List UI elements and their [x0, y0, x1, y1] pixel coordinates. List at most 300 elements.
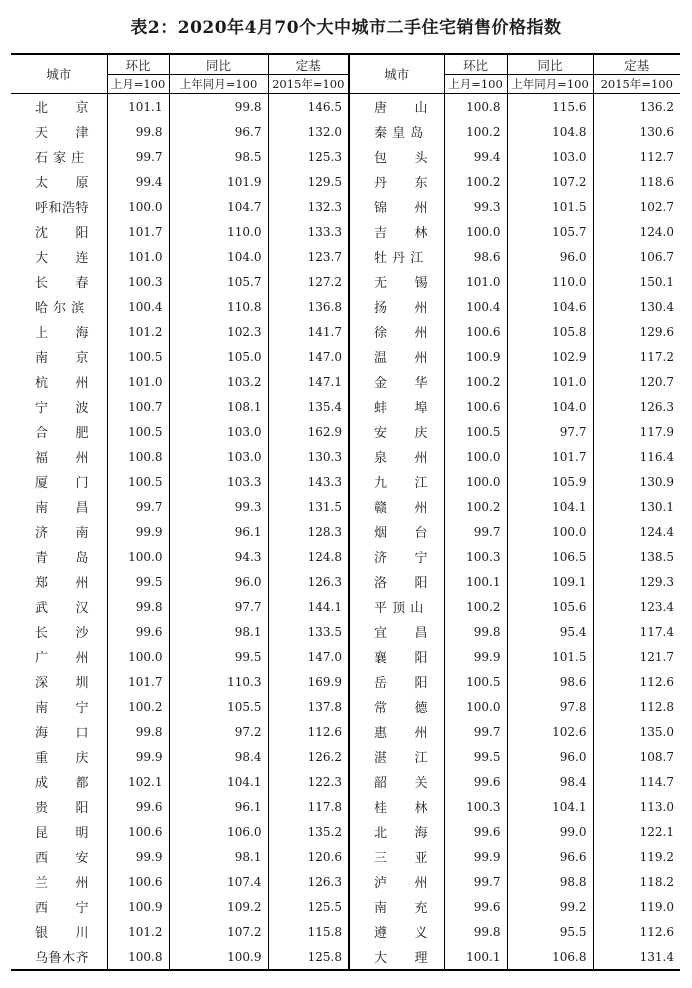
mom-value-cell: 99.9	[107, 844, 169, 869]
mom-value-cell: 100.8	[107, 444, 169, 469]
yoy-value-cell: 103.0	[507, 144, 593, 169]
yoy-value-cell: 106.0	[169, 819, 268, 844]
mom-value-cell: 99.4	[107, 169, 169, 194]
table-row	[11, 719, 680, 744]
yoy-value-cell: 104.0	[169, 244, 268, 269]
yoy-value-cell: 107.2	[169, 919, 268, 944]
yoy-group-header: 同比	[169, 54, 268, 75]
fixed-base-value-cell: 113.0	[593, 794, 680, 819]
yoy-value-cell: 110.8	[169, 294, 268, 319]
fixed-base-value-cell: 147.0	[268, 344, 349, 369]
yoy-value-cell: 98.8	[507, 869, 593, 894]
mom-value-cell: 100.5	[107, 419, 169, 444]
mom-value-cell: 100.5	[444, 669, 507, 694]
table-title: 表2：2020年4月70个大中城市二手住宅销售价格指数	[130, 18, 562, 38]
yoy-value-cell: 104.1	[507, 494, 593, 519]
fixed-base-value-cell: 116.4	[593, 444, 680, 469]
fixed-base-value-cell: 118.6	[593, 169, 680, 194]
city-name-cell: 湛 江	[349, 744, 444, 769]
fixed-base-group-header: 定基	[593, 54, 680, 75]
city-name-cell: 大 理	[349, 944, 444, 970]
mom-value-cell: 100.2	[444, 594, 507, 619]
mom-value-cell: 101.2	[107, 919, 169, 944]
mom-value-cell: 100.2	[107, 694, 169, 719]
yoy-value-cell: 97.7	[169, 594, 268, 619]
yoy-value-cell: 108.1	[169, 394, 268, 419]
city-name-cell: 南 昌	[35, 501, 90, 516]
yoy-value-cell: 99.3	[169, 494, 268, 519]
yoy-value-cell: 96.0	[507, 744, 593, 769]
mom-value-cell: 100.2	[444, 169, 507, 194]
fixed-base-value-cell: 126.3	[593, 394, 680, 419]
city-name-cell: 重 庆	[35, 751, 90, 766]
yoy-value-cell: 103.0	[169, 419, 268, 444]
fixed-base-value-cell: 130.4	[593, 294, 680, 319]
mom-value-cell: 100.8	[107, 944, 169, 970]
city-name-cell: 泸 州	[349, 869, 444, 894]
yoy-value-cell: 94.3	[169, 544, 268, 569]
fixed-base-value-cell: 124.0	[593, 219, 680, 244]
city-name-cell: 成 都	[35, 776, 90, 791]
fixed-base-value-cell: 122.3	[268, 769, 349, 794]
city-name-cell: 昆 明	[35, 826, 90, 841]
fixed-base-value-cell: 162.9	[268, 419, 349, 444]
yoy-base-header: 上年同月=100	[507, 75, 593, 94]
table-header	[11, 54, 680, 94]
yoy-value-cell: 104.7	[169, 194, 268, 219]
mom-value-cell: 100.5	[107, 344, 169, 369]
city-name-cell: 烟 台	[349, 519, 444, 544]
fixed-base-header: 2015年=100	[268, 75, 349, 94]
city-name-cell: 大 连	[35, 251, 90, 266]
fixed-base-value-cell: 136.2	[593, 94, 680, 120]
city-name-cell: 乌鲁木齐	[11, 944, 107, 970]
yoy-value-cell: 104.6	[507, 294, 593, 319]
city-name-cell: 温 州	[349, 344, 444, 369]
mom-value-cell: 100.0	[444, 444, 507, 469]
fixed-base-value-cell: 124.8	[268, 544, 349, 569]
mom-value-cell: 100.2	[444, 119, 507, 144]
table-row	[11, 519, 680, 544]
yoy-value-cell: 98.1	[169, 619, 268, 644]
table-row	[11, 394, 680, 419]
fixed-base-value-cell: 114.7	[593, 769, 680, 794]
mom-value-cell: 101.0	[107, 369, 169, 394]
city-name-cell: 郑 州	[35, 576, 90, 591]
fixed-base-value-cell: 128.3	[268, 519, 349, 544]
yoy-value-cell: 96.7	[169, 119, 268, 144]
mom-value-cell: 101.0	[444, 269, 507, 294]
fixed-base-value-cell: 121.7	[593, 644, 680, 669]
fixed-base-value-cell: 125.3	[268, 144, 349, 169]
fixed-base-value-cell: 132.3	[268, 194, 349, 219]
mom-value-cell: 100.5	[107, 469, 169, 494]
yoy-value-cell: 103.3	[169, 469, 268, 494]
mom-value-cell: 100.9	[107, 894, 169, 919]
yoy-value-cell: 105.0	[169, 344, 268, 369]
table-row	[11, 369, 680, 394]
city-name-cell: 石 家 庄	[35, 151, 85, 166]
city-name-cell: 遵 义	[349, 919, 444, 944]
mom-value-cell: 99.7	[107, 144, 169, 169]
fixed-base-value-cell: 129.6	[593, 319, 680, 344]
table-row	[11, 869, 680, 894]
yoy-value-cell: 101.5	[507, 194, 593, 219]
city-name-cell: 北 海	[349, 819, 444, 844]
yoy-value-cell: 103.2	[169, 369, 268, 394]
yoy-value-cell: 96.6	[507, 844, 593, 869]
city-name-cell: 九 江	[349, 469, 444, 494]
fixed-base-value-cell: 131.4	[593, 944, 680, 970]
table-row	[11, 844, 680, 869]
city-name-cell: 济 宁	[349, 544, 444, 569]
yoy-group-header: 同比	[507, 54, 593, 75]
fixed-base-value-cell: 112.6	[593, 919, 680, 944]
fixed-base-value-cell: 108.7	[593, 744, 680, 769]
fixed-base-value-cell: 135.0	[593, 719, 680, 744]
mom-value-cell: 99.8	[107, 719, 169, 744]
fixed-base-value-cell: 106.7	[593, 244, 680, 269]
mom-value-cell: 100.6	[107, 869, 169, 894]
city-name-cell: 济 南	[35, 526, 90, 541]
city-name-cell: 深 圳	[35, 676, 90, 691]
yoy-value-cell: 104.1	[507, 794, 593, 819]
yoy-value-cell: 97.7	[507, 419, 593, 444]
yoy-value-cell: 109.1	[507, 569, 593, 594]
city-name-cell: 泉 州	[349, 444, 444, 469]
city-name-cell: 蚌 埠	[349, 394, 444, 419]
table-row	[11, 194, 680, 219]
table-row	[11, 819, 680, 844]
mom-value-cell: 100.7	[107, 394, 169, 419]
yoy-value-cell: 107.4	[169, 869, 268, 894]
city-name-cell: 上 海	[35, 326, 90, 341]
fixed-base-value-cell: 129.3	[593, 569, 680, 594]
table-row	[11, 594, 680, 619]
yoy-value-cell: 95.4	[507, 619, 593, 644]
fixed-base-header: 2015年=100	[593, 75, 680, 94]
yoy-value-cell: 98.4	[169, 744, 268, 769]
fixed-base-value-cell: 117.2	[593, 344, 680, 369]
yoy-value-cell: 99.5	[169, 644, 268, 669]
city-name-cell: 惠 州	[349, 719, 444, 744]
mom-value-cell: 102.1	[107, 769, 169, 794]
fixed-base-value-cell: 117.9	[593, 419, 680, 444]
yoy-value-cell: 107.2	[507, 169, 593, 194]
fixed-base-value-cell: 126.3	[268, 569, 349, 594]
mom-value-cell: 99.4	[444, 144, 507, 169]
city-name-cell: 海 口	[35, 726, 90, 741]
yoy-value-cell: 105.6	[507, 594, 593, 619]
yoy-value-cell: 104.0	[507, 394, 593, 419]
table-row	[11, 269, 680, 294]
mom-value-cell: 100.2	[444, 494, 507, 519]
fixed-base-value-cell: 119.2	[593, 844, 680, 869]
city-name-cell: 牡 丹 江	[349, 244, 444, 269]
city-name-cell: 锦 州	[349, 194, 444, 219]
table-row	[11, 319, 680, 344]
table-row	[11, 744, 680, 769]
table-row	[11, 444, 680, 469]
yoy-value-cell: 102.9	[507, 344, 593, 369]
table-row	[11, 219, 680, 244]
city-name-cell: 杭 州	[35, 376, 90, 391]
fixed-base-value-cell: 130.3	[268, 444, 349, 469]
mom-value-cell: 101.7	[107, 219, 169, 244]
mom-value-cell: 100.0	[444, 219, 507, 244]
table-row	[11, 619, 680, 644]
table-row	[11, 769, 680, 794]
fixed-base-value-cell: 120.7	[593, 369, 680, 394]
city-name-cell: 岳 阳	[349, 669, 444, 694]
yoy-value-cell: 97.8	[507, 694, 593, 719]
fixed-base-value-cell: 131.5	[268, 494, 349, 519]
city-column-header: 城市	[349, 54, 444, 94]
city-name-cell: 平 顶 山	[349, 594, 444, 619]
mom-value-cell: 99.8	[444, 619, 507, 644]
mom-value-cell: 99.9	[107, 519, 169, 544]
yoy-value-cell: 98.4	[507, 769, 593, 794]
table-row	[11, 544, 680, 569]
mom-value-cell: 101.0	[107, 244, 169, 269]
fixed-base-value-cell: 141.7	[268, 319, 349, 344]
mom-value-cell: 100.0	[107, 544, 169, 569]
fixed-base-value-cell: 137.8	[268, 694, 349, 719]
city-name-cell: 赣 州	[349, 494, 444, 519]
mom-value-cell: 99.6	[444, 894, 507, 919]
mom-value-cell: 100.6	[107, 819, 169, 844]
yoy-value-cell: 99.8	[169, 94, 268, 120]
price-index-table	[11, 53, 680, 971]
city-name-cell: 太 原	[35, 176, 90, 191]
city-name-cell: 南 京	[35, 351, 90, 366]
mom-value-cell: 99.8	[444, 919, 507, 944]
fixed-base-value-cell: 135.4	[268, 394, 349, 419]
mom-value-cell: 99.9	[107, 744, 169, 769]
city-name-cell: 桂 林	[349, 794, 444, 819]
mom-value-cell: 101.7	[107, 669, 169, 694]
city-name-cell: 吉 林	[349, 219, 444, 244]
city-name-cell: 兰 州	[35, 876, 90, 891]
city-name-cell: 长 沙	[35, 626, 90, 641]
fixed-base-value-cell: 127.2	[268, 269, 349, 294]
yoy-value-cell: 101.5	[507, 644, 593, 669]
city-name-cell: 常 德	[349, 694, 444, 719]
yoy-value-cell: 110.0	[507, 269, 593, 294]
mom-value-cell: 99.9	[444, 844, 507, 869]
fixed-base-value-cell: 130.6	[593, 119, 680, 144]
mom-value-cell: 99.6	[107, 794, 169, 819]
city-name-cell: 合 肥	[35, 426, 90, 441]
mom-group-header: 环比	[107, 54, 169, 75]
fixed-base-value-cell: 126.3	[268, 869, 349, 894]
yoy-value-cell: 96.0	[507, 244, 593, 269]
fixed-base-value-cell: 112.6	[593, 669, 680, 694]
city-name-cell: 呼和浩特	[35, 201, 90, 216]
table-row	[11, 644, 680, 669]
table-row	[11, 944, 680, 970]
city-name-cell: 长 春	[35, 276, 90, 291]
mom-value-cell: 99.7	[444, 519, 507, 544]
mom-value-cell: 99.7	[444, 869, 507, 894]
yoy-value-cell: 97.2	[169, 719, 268, 744]
mom-base-header: 上月=100	[107, 75, 169, 94]
mom-value-cell: 99.3	[444, 194, 507, 219]
yoy-value-cell: 96.0	[169, 569, 268, 594]
city-name-cell: 厦 门	[35, 476, 90, 491]
table-row	[11, 669, 680, 694]
fixed-base-value-cell: 120.6	[268, 844, 349, 869]
yoy-value-cell: 115.6	[507, 94, 593, 120]
fixed-base-value-cell: 144.1	[268, 594, 349, 619]
city-name-cell: 西 安	[35, 851, 90, 866]
city-name-cell: 西 宁	[35, 901, 90, 916]
table-row	[11, 794, 680, 819]
yoy-value-cell: 104.8	[507, 119, 593, 144]
fixed-base-value-cell: 135.2	[268, 819, 349, 844]
city-name-cell: 哈 尔 滨	[35, 301, 85, 316]
table-row	[11, 169, 680, 194]
mom-value-cell: 99.6	[444, 819, 507, 844]
yoy-value-cell: 96.1	[169, 519, 268, 544]
fixed-base-value-cell: 169.9	[268, 669, 349, 694]
mom-value-cell: 100.3	[444, 794, 507, 819]
city-name-cell: 安 庆	[349, 419, 444, 444]
table-row	[11, 569, 680, 594]
mom-value-cell: 100.6	[444, 394, 507, 419]
table-row	[11, 494, 680, 519]
yoy-value-cell: 105.9	[507, 469, 593, 494]
city-name-cell: 丹 东	[349, 169, 444, 194]
yoy-value-cell: 105.8	[507, 319, 593, 344]
fixed-base-value-cell: 130.9	[593, 469, 680, 494]
yoy-value-cell: 102.3	[169, 319, 268, 344]
mom-value-cell: 99.7	[107, 494, 169, 519]
fixed-base-group-header: 定基	[268, 54, 349, 75]
fixed-base-value-cell: 138.5	[593, 544, 680, 569]
mom-value-cell: 100.8	[444, 94, 507, 120]
yoy-value-cell: 98.1	[169, 844, 268, 869]
yoy-base-header: 上年同月=100	[169, 75, 268, 94]
city-name-cell: 无 锡	[349, 269, 444, 294]
mom-value-cell: 100.0	[444, 469, 507, 494]
table-row	[11, 694, 680, 719]
mom-value-cell: 99.5	[444, 744, 507, 769]
mom-value-cell: 100.3	[107, 269, 169, 294]
city-name-cell: 徐 州	[349, 319, 444, 344]
city-name-cell: 宁 波	[35, 401, 90, 416]
yoy-value-cell: 105.7	[169, 269, 268, 294]
mom-value-cell: 100.0	[444, 694, 507, 719]
table-row	[11, 344, 680, 369]
table-row	[11, 244, 680, 269]
city-name-cell: 沈 阳	[35, 226, 90, 241]
mom-value-cell: 100.1	[444, 944, 507, 970]
mom-value-cell: 99.7	[444, 719, 507, 744]
city-name-cell: 武 汉	[35, 601, 90, 616]
mom-value-cell: 101.2	[107, 319, 169, 344]
mom-value-cell: 98.6	[444, 244, 507, 269]
fixed-base-value-cell: 117.4	[593, 619, 680, 644]
yoy-value-cell: 103.0	[169, 444, 268, 469]
mom-group-header: 环比	[444, 54, 507, 75]
fixed-base-value-cell: 125.5	[268, 894, 349, 919]
fixed-base-value-cell: 132.0	[268, 119, 349, 144]
fixed-base-value-cell: 147.1	[268, 369, 349, 394]
fixed-base-value-cell: 136.8	[268, 294, 349, 319]
city-name-cell: 包 头	[349, 144, 444, 169]
city-name-cell: 青 岛	[35, 551, 90, 566]
mom-value-cell: 100.0	[107, 644, 169, 669]
fixed-base-value-cell: 133.5	[268, 619, 349, 644]
mom-value-cell: 100.5	[444, 419, 507, 444]
city-name-cell: 天 津	[35, 126, 90, 141]
mom-value-cell: 101.1	[107, 94, 169, 120]
yoy-value-cell: 100.9	[169, 944, 268, 970]
yoy-value-cell: 110.0	[169, 219, 268, 244]
fixed-base-value-cell: 150.1	[593, 269, 680, 294]
city-name-cell: 金 华	[349, 369, 444, 394]
city-name-cell: 襄 阳	[349, 644, 444, 669]
yoy-value-cell: 101.9	[169, 169, 268, 194]
city-name-cell: 福 州	[35, 451, 90, 466]
mom-value-cell: 100.3	[444, 544, 507, 569]
fixed-base-value-cell: 112.6	[268, 719, 349, 744]
fixed-base-value-cell: 146.5	[268, 94, 349, 120]
mom-value-cell: 100.6	[444, 319, 507, 344]
table-row	[11, 919, 680, 944]
fixed-base-value-cell: 117.8	[268, 794, 349, 819]
fixed-base-value-cell: 124.4	[593, 519, 680, 544]
city-name-cell: 贵 阳	[35, 801, 90, 816]
city-name-cell: 洛 阳	[349, 569, 444, 594]
fixed-base-value-cell: 126.2	[268, 744, 349, 769]
mom-value-cell: 99.5	[107, 569, 169, 594]
mom-value-cell: 100.4	[444, 294, 507, 319]
city-name-cell: 唐 山	[349, 94, 444, 120]
city-name-cell: 宜 昌	[349, 619, 444, 644]
city-name-cell: 广 州	[35, 651, 90, 666]
yoy-value-cell: 101.0	[507, 369, 593, 394]
yoy-value-cell: 104.1	[169, 769, 268, 794]
yoy-value-cell: 95.5	[507, 919, 593, 944]
fixed-base-value-cell: 130.1	[593, 494, 680, 519]
yoy-value-cell: 99.2	[507, 894, 593, 919]
mom-value-cell: 99.8	[107, 119, 169, 144]
yoy-value-cell: 106.5	[507, 544, 593, 569]
fixed-base-value-cell: 119.0	[593, 894, 680, 919]
table-row	[11, 119, 680, 144]
mom-value-cell: 100.4	[107, 294, 169, 319]
yoy-value-cell: 98.6	[507, 669, 593, 694]
table-row	[11, 894, 680, 919]
mom-value-cell: 100.2	[444, 369, 507, 394]
fixed-base-value-cell: 122.1	[593, 819, 680, 844]
fixed-base-value-cell: 112.7	[593, 144, 680, 169]
fixed-base-value-cell: 123.4	[593, 594, 680, 619]
yoy-value-cell: 102.6	[507, 719, 593, 744]
city-name-cell: 韶 关	[349, 769, 444, 794]
mom-value-cell: 99.6	[444, 769, 507, 794]
yoy-value-cell: 96.1	[169, 794, 268, 819]
yoy-value-cell: 101.7	[507, 444, 593, 469]
table-row	[11, 94, 680, 120]
mom-value-cell: 100.1	[444, 569, 507, 594]
fixed-base-value-cell: 123.7	[268, 244, 349, 269]
table-body	[11, 94, 680, 971]
yoy-value-cell: 99.0	[507, 819, 593, 844]
city-name-cell: 三 亚	[349, 844, 444, 869]
